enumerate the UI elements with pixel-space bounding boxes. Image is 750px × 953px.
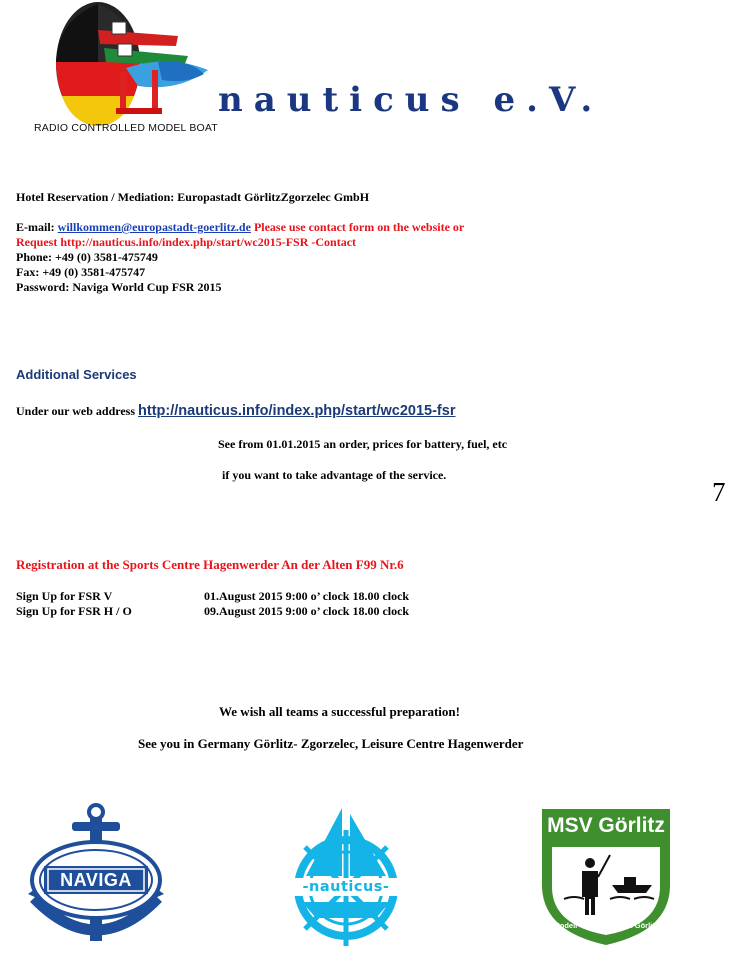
nauticus-logo — [276, 806, 416, 948]
closing-see-you: See you in Germany Görlitz- Zgorzelec, Leisure Centre Hagenwerder — [138, 736, 524, 751]
page-number: 7 — [712, 477, 726, 507]
msv-goerlitz-logo — [540, 807, 672, 947]
registration-row-label: Sign Up for FSR V — [16, 589, 113, 603]
closing-wish: We wish all teams a successful preparation! — [219, 704, 460, 719]
site-title: nauticus e.V. — [218, 80, 604, 120]
nauticus-logo-text: -nauticus- — [302, 879, 390, 895]
msv-logo-ring-text: Modell - Sport - Verein Görlitz — [553, 921, 659, 930]
ship-wheel-icon — [276, 806, 416, 948]
registration-heading: Registration at the Sports Centre Hagenwerder An der Alten F99 Nr.6 — [16, 557, 404, 572]
registration-row — [16, 589, 409, 604]
registration-row-label: Sign Up for FSR H / O — [16, 604, 132, 618]
web-address-intro: Under our web address — [16, 404, 139, 418]
msv-logo-title: MSV Görlitz — [547, 814, 665, 837]
email-line — [16, 220, 616, 235]
naviga-logo-text: NAVIGA — [60, 870, 132, 890]
services-line-2: if you want to take advantage of the service. — [222, 468, 447, 482]
email-note: Please use contact form on the website or — [250, 220, 465, 234]
email-label: E-mail: — [16, 220, 58, 234]
registration-row-value: 01.August 2015 9:00 o’ clock 18.00 clock — [204, 589, 410, 603]
additional-services-heading: Additional Services — [16, 367, 137, 382]
logo-caption: RADIO CONTROLLED MODEL BOAT — [34, 122, 218, 134]
web-address-link[interactable]: http://nauticus.info/index.php/start/wc2015-fsr — [138, 403, 456, 419]
password-line: Password: Naviga World Cup FSR 2015 — [16, 280, 222, 294]
request-line: Request http://nauticus.info/index.php/start/wc2015-FSR -Contact — [16, 235, 357, 249]
web-address-line — [16, 402, 455, 420]
registration-row — [16, 604, 409, 619]
email-link[interactable]: willkommen@europastadt-goerlitz.de — [57, 220, 251, 234]
fax-line: Fax: +49 (0) 3581-475747 — [16, 265, 146, 279]
header-logo — [28, 0, 218, 137]
contact-block — [16, 220, 616, 295]
hotel-reservation-line: Hotel Reservation / Mediation: Europastadt GörlitzZgorzelec GmbH — [16, 190, 370, 204]
naviga-logo — [26, 802, 166, 948]
phone-line: Phone: +49 (0) 3581-475749 — [16, 250, 158, 264]
services-line-1: See from 01.01.2015 an order, prices for battery, fuel, etc — [218, 437, 508, 451]
boat-logo-icon — [28, 0, 218, 137]
registration-table — [16, 589, 409, 619]
registration-row-value: 09.August 2015 9:00 o’ clock 18.00 clock — [204, 604, 410, 618]
